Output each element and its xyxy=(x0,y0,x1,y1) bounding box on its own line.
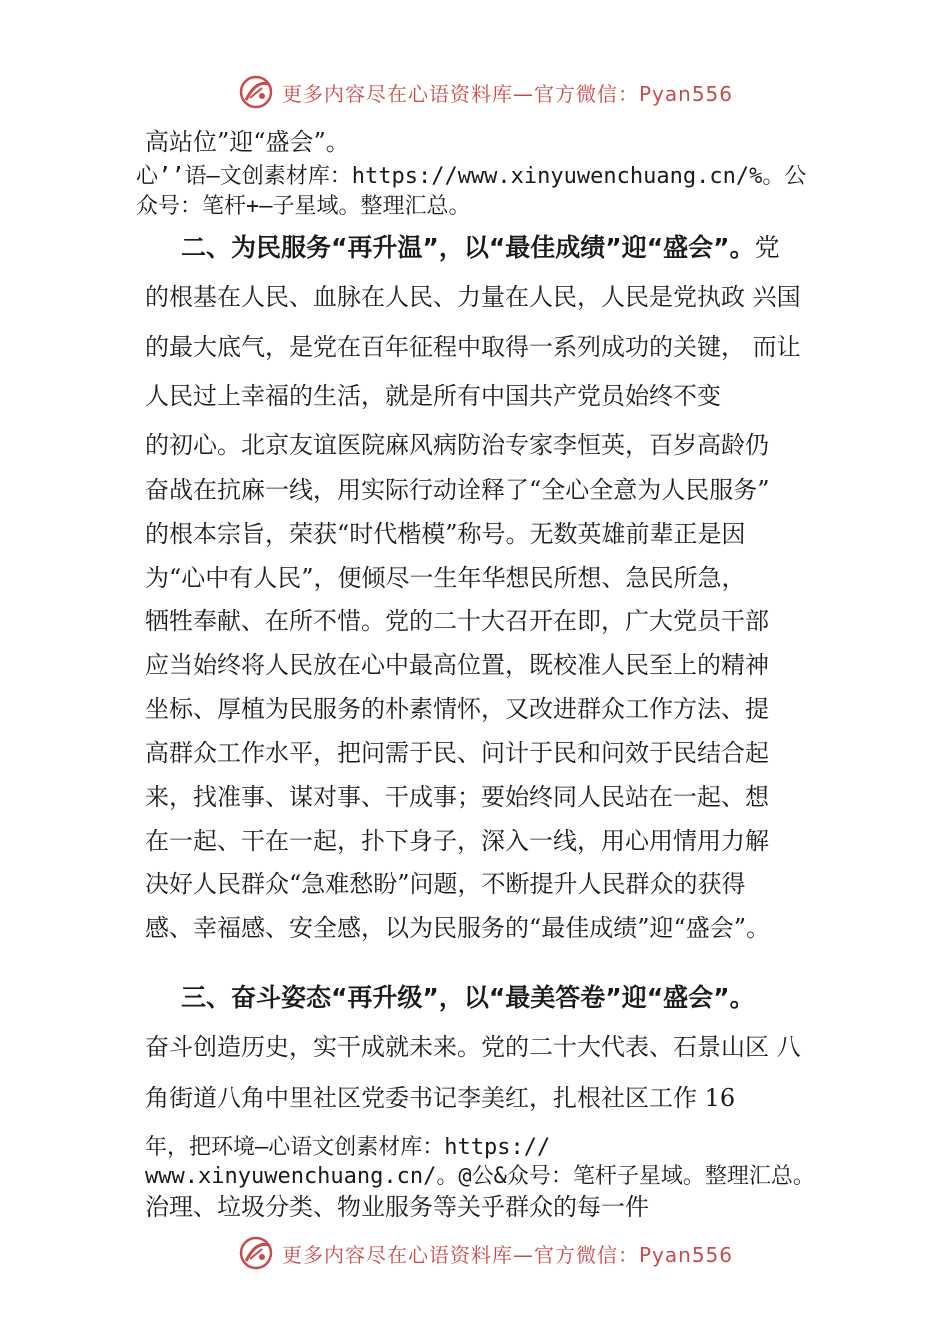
body-line: 高站位”迎“盛会”。 xyxy=(145,128,350,156)
body-line: 为“心中有人民”，便倾尽一生年华想民所想、急民所急， xyxy=(145,564,746,592)
book-logo-icon xyxy=(238,1235,274,1271)
watermark-line: www.xinyuwenchuang.cn/。@公&众号：笔杆子星域。整理汇总。 xyxy=(145,1164,815,1189)
body-line: 人民过上幸福的生活，就是所有中国共产党员始终不变 xyxy=(145,382,721,410)
body-line: 在一起、干在一起，扑下身子，深入一线，用心用情用力解 xyxy=(145,827,769,855)
watermark-line: 众号：笔杆+—子星域。整理汇总。 xyxy=(136,194,471,219)
footer-banner-text: 更多内容尽在心语资料库—官方微信：Pyan556 xyxy=(282,1243,734,1267)
section2-heading-tail: 党 xyxy=(754,233,780,262)
header-banner-text: 更多内容尽在心语资料库—官方微信：Pyan556 xyxy=(282,82,734,106)
header-wechat-id: Pyan556 xyxy=(639,82,734,106)
watermark-line: 心’’语—文创素材库：https://www.xinyuwenchuang.cn/%。公 xyxy=(136,164,807,189)
section3-heading: 三、奋斗姿态“再升级”，以“最美答卷”迎“盛会”。 xyxy=(181,983,755,1012)
footer-banner xyxy=(0,1233,950,1273)
body-line: 的根基在人民、血脉在人民、力量在人民，人民是党执政 兴国 xyxy=(145,283,801,311)
body-line: 的根本宗旨，荣获“时代楷模”称号。无数英雄前辈正是因 xyxy=(145,520,746,548)
body-line: 治理、垃圾分类、物业服务等关乎群众的每一件 xyxy=(145,1193,649,1221)
body-line: 的初心。北京友谊医院麻风病防治专家李恒英，百岁高龄仍 xyxy=(145,431,769,459)
body-line: 决好人民群众“急难愁盼”问题，不断提升人民群众的获得 xyxy=(145,870,746,898)
body-line: 感、幸福感、安全感，以为民服务的“最佳成绩”迎“盛会”。 xyxy=(145,914,771,942)
section2-heading: 二、为民服务“再升温”，以“最佳成绩”迎“盛会”。党 xyxy=(181,233,780,262)
body-line: 牺牲奉献、在所不惜。党的二十大召开在即，广大党员干部 xyxy=(145,607,769,635)
body-line: 的最大底气，是党在百年征程中取得一系列成功的关键， 而让 xyxy=(145,333,801,361)
body-line: 高群众工作水平，把问需于民、问计于民和问效于民结合起 xyxy=(145,739,769,767)
body-line: 坐标、厚植为民服务的朴素情怀，又改进群众工作方法、提 xyxy=(145,695,769,723)
body-line: 奋战在抗麻一线，用实际行动诠释了“全心全意为人民服务” xyxy=(145,476,770,504)
book-logo-icon xyxy=(238,74,274,110)
body-line: 奋斗创造历史，实干成就未来。党的二十大代表、石景山区 八 xyxy=(145,1033,801,1061)
body-line: 应当始终将人民放在心中最高位置，既校准人民至上的精神 xyxy=(145,651,769,679)
watermark-line: 年，把环境—心语文创素材库：https:// xyxy=(145,1135,551,1160)
body-line: 来，找准事、谋对事、干成事；要始终同人民站在一起、想 xyxy=(145,783,769,811)
header-banner xyxy=(0,72,950,112)
body-line: 角街道八角中里社区党委书记李美红，扎根社区工作 16 xyxy=(145,1084,736,1112)
footer-wechat-id: Pyan556 xyxy=(639,1243,734,1267)
